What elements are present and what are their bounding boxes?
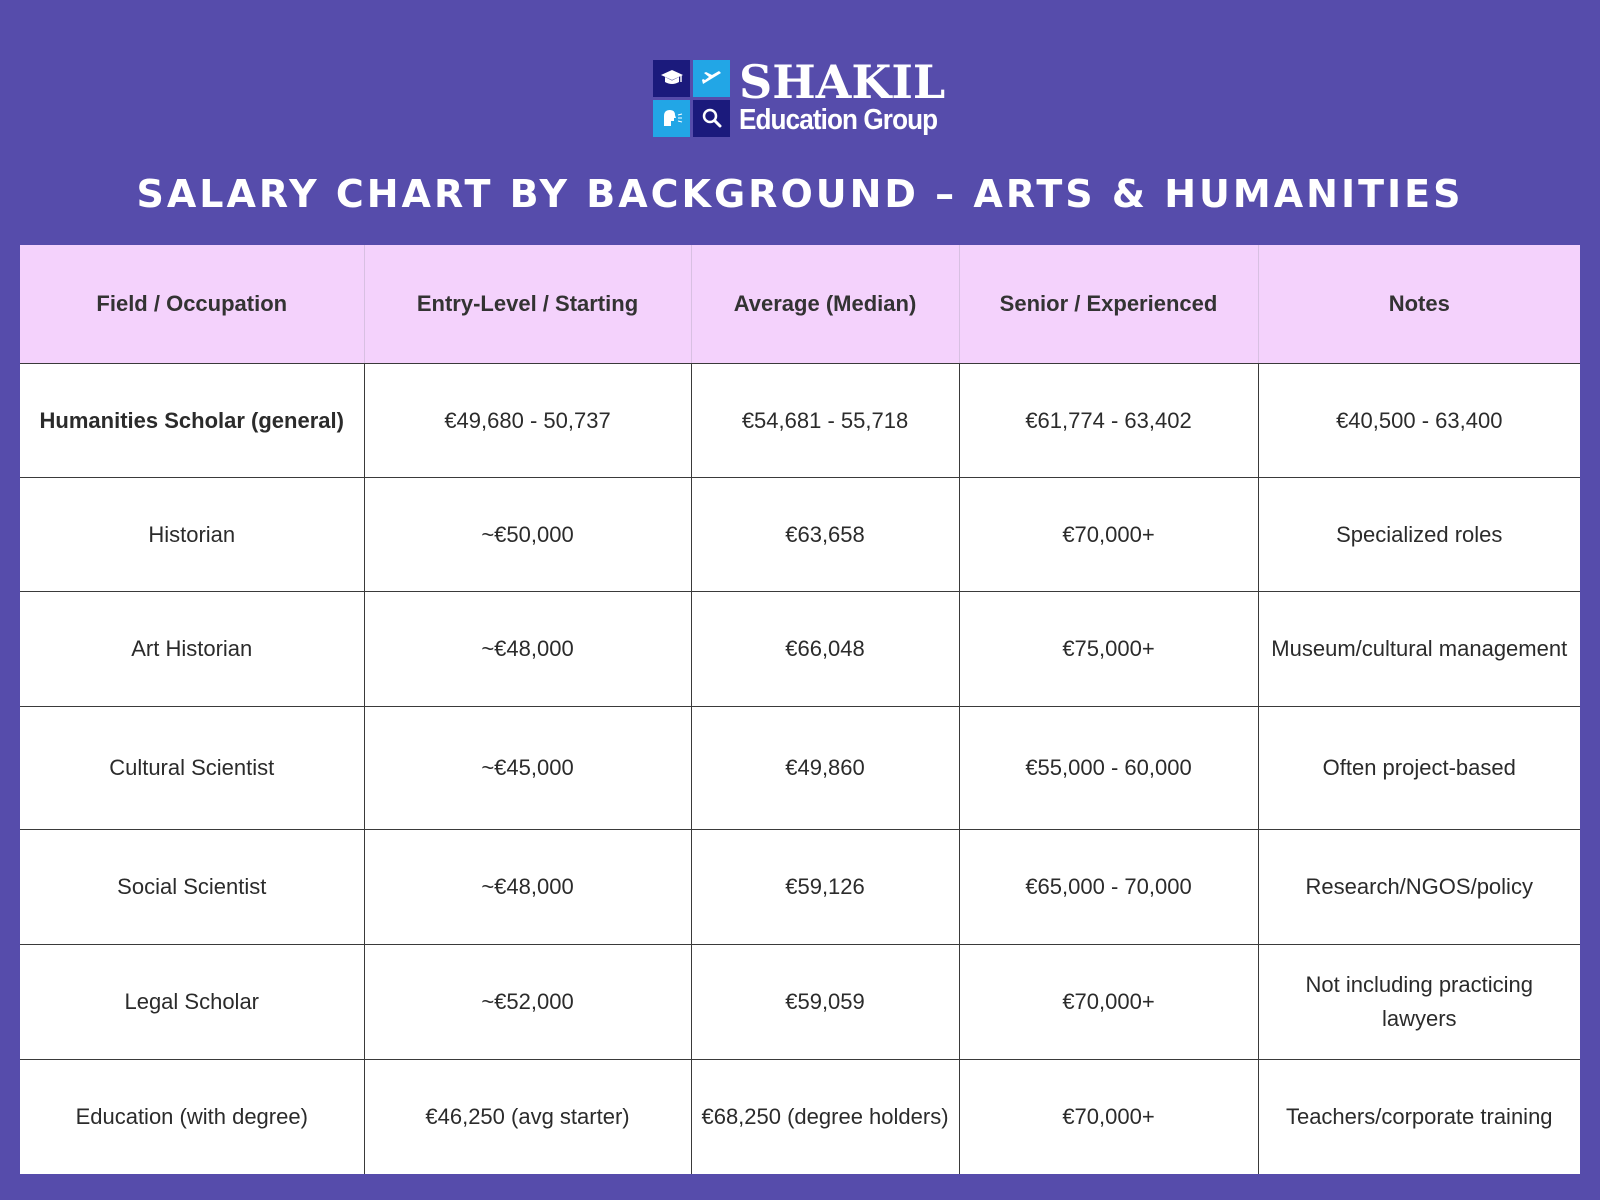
header-entry-level: Entry-Level / Starting [364,245,691,364]
table-row [20,364,1580,478]
cell-entry-level: €46,250 (avg starter) [364,1060,691,1174]
header-row [20,245,1580,364]
cell-senior: €75,000+ [959,592,1258,707]
cell-entry-level: ~€52,000 [364,945,691,1060]
brand-name: SHAKIL [739,55,946,109]
cell-average: €59,126 [691,830,959,945]
cell-notes: €40,500 - 63,400 [1258,364,1580,478]
table-row [20,945,1580,1060]
table-row [20,478,1580,592]
cell-entry-level: €49,680 - 50,737 [364,364,691,478]
cell-field: Humanities Scholar (general) [20,364,364,478]
table-header [20,245,1580,364]
brand-subtitle: Education Group [739,104,938,136]
cell-notes: Not including practicing lawyers [1258,945,1580,1060]
cell-entry-level: ~€50,000 [364,478,691,592]
cell-notes: Museum/cultural management [1258,592,1580,707]
cell-average: €66,048 [691,592,959,707]
cell-average: €54,681 - 55,718 [691,364,959,478]
cell-entry-level: ~€45,000 [364,707,691,830]
person-speaking-icon [653,100,690,137]
cell-senior: €65,000 - 70,000 [959,830,1258,945]
cell-field: Historian [20,478,364,592]
cell-entry-level: ~€48,000 [364,830,691,945]
cell-notes: Specialized roles [1258,478,1580,592]
header-notes: Notes [1258,245,1580,364]
salary-table [20,245,1580,1174]
header-senior: Senior / Experienced [959,245,1258,364]
magnifier-icon [693,100,730,137]
header-average: Average (Median) [691,245,959,364]
cell-average: €49,860 [691,707,959,830]
table-row [20,592,1580,707]
cell-field: Art Historian [20,592,364,707]
cell-field: Social Scientist [20,830,364,945]
brand-logo [653,55,959,138]
brand-wordmark [739,55,959,136]
header-field: Field / Occupation [20,245,364,364]
cell-senior: €61,774 - 63,402 [959,364,1258,478]
airplane-icon [693,60,730,97]
cell-field: Legal Scholar [20,945,364,1060]
cell-average: €68,250 (degree holders) [691,1060,959,1174]
graduation-cap-icon [653,60,690,97]
cell-senior: €70,000+ [959,945,1258,1060]
cell-average: €59,059 [691,945,959,1060]
cell-notes: Research/NGOS/policy [1258,830,1580,945]
cell-average: €63,658 [691,478,959,592]
cell-senior: €70,000+ [959,478,1258,592]
cell-notes: Teachers/corporate training [1258,1060,1580,1174]
table-row [20,830,1580,945]
table-row [20,1060,1580,1174]
logo-icon-grid [653,60,730,137]
cell-senior: €55,000 - 60,000 [959,707,1258,830]
cell-entry-level: ~€48,000 [364,592,691,707]
cell-field: Education (with degree) [20,1060,364,1174]
cell-senior: €70,000+ [959,1060,1258,1174]
page-title: SALARY CHART BY BACKGROUND – ARTS & HUMANITIES [136,172,1464,216]
table-row [20,707,1580,830]
cell-notes: Often project-based [1258,707,1580,830]
table-body [20,364,1580,1174]
cell-field: Cultural Scientist [20,707,364,830]
